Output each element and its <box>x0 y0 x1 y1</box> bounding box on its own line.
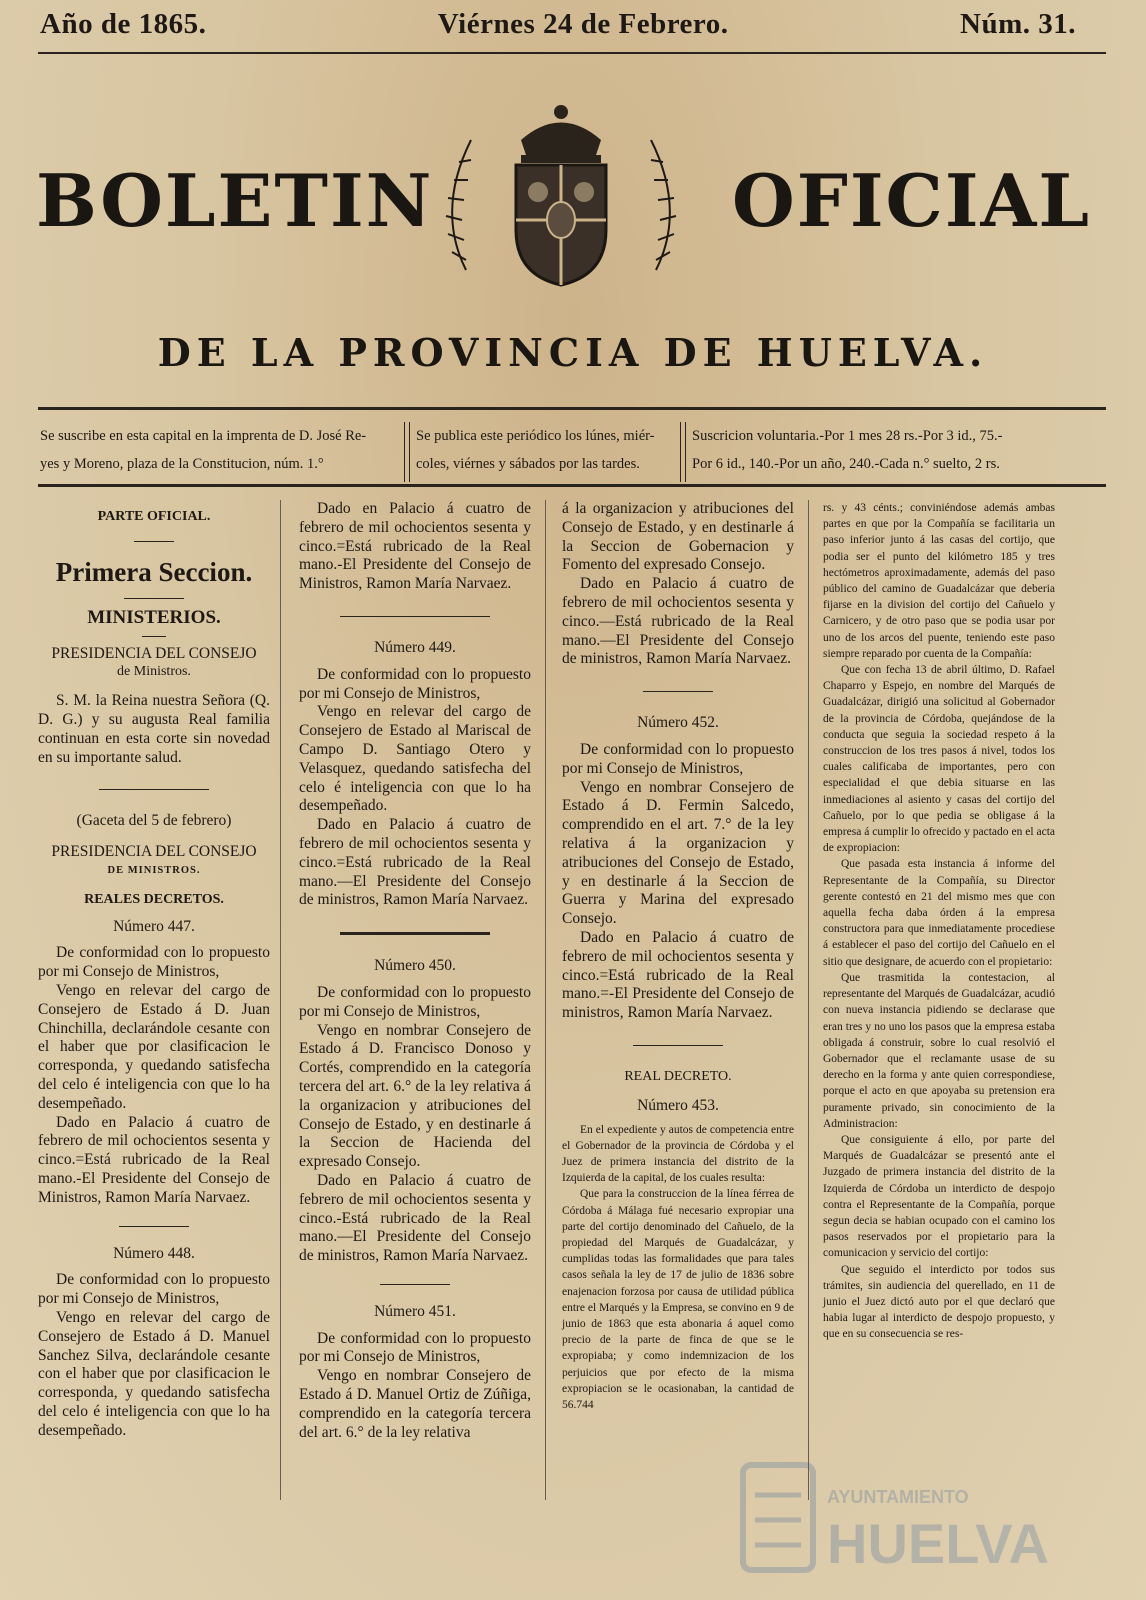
presidencia-heading: PRESIDENCIA DEL CONSEJO <box>51 843 257 861</box>
ministerios-heading: MINISTERIOS. <box>87 606 221 628</box>
reales-decretos-heading: REALES DECRETOS. <box>84 891 224 907</box>
decree-text: Que seguido el interdicto por todos sus trámites, sin audiencia del querellado, en 11 de junio el Juez dictó auto por el que declaró que habia lugar al interdicto de despojo propuesto, y que en su consecuencia se res- <box>823 1263 1055 1341</box>
decree-text: Dado en Palacio á cuatro de febrero de mil ochocientos sesenta y cinco.=Está rubricado de la Real mano.=-El Presidente del Consejo de ministros, Ramon María Narvaez. <box>562 928 794 1022</box>
decree-text: Dado en Palacio á cuatro de febrero de mil ochocientos sesenta y cinco.=Está rubricado de la Real mano.-El Presidente del Consejo de Ministros, Ramon María Narvaez. <box>299 500 531 593</box>
column-divider <box>280 500 281 1500</box>
column-2 <box>299 500 531 1442</box>
decree-number: Número 448. <box>113 1244 195 1262</box>
decree-text: Dado en Palacio á cuatro de febrero de mil ochocientos sesenta y cinco.=Está rubricado de la Real mano.-El Presidente del Consejo de Ministros, Ramon María Narvaez. <box>38 1113 270 1206</box>
masthead-left-word: BOLETIN <box>36 158 434 243</box>
decree-text: De conformidad con lo propuesto por mi Consejo de Ministros, <box>562 740 794 777</box>
info-bottom-rule <box>38 484 1106 487</box>
decree-text: De conformidad con lo propuesto por mi Consejo de Ministros, <box>299 665 531 702</box>
subscription-info: Se suscribe en esta capital en la imprenta de D. José Re- yes y Moreno, plaza de la Constitucion, núm. 1.° <box>40 428 367 472</box>
decree-text: Dado en Palacio á cuatro de febrero de mil ochocientos sesenta y cinco.=Está rubricado de la Real mano.—El Presidente del Consejo de ministros, Ramon María Narvaez. <box>299 816 531 909</box>
info-top-rule <box>38 407 1106 410</box>
decree-text: Dado en Palacio á cuatro de febrero de mil ochocientos sesenta y cinco.-Está rubricado de la Real mano.—El Presidente del Consejo de ministros, Ramon María Narvaez. <box>299 1171 531 1265</box>
decree-text: rs. y 43 cénts.; conviniéndose además ambas partes en que por la Compañía se facilitaria un paso inferior junto á las casas del cortijo, que podia ser el punto del kilómetro 185 y tres hectómetros aproximadamente, además del paso público del camino de Guadalcázar que deberia fijarse en la division del cortijo del Cañuelo y Carnicero, y de otro paso que se podia usar por uno de los arcos del puente, teniendo este paso siempre reparado por cuenta de la Compañía: <box>823 502 1055 660</box>
decree-text: Que con fecha 13 de abril último, D. Rafael Chaparro y Espejo, en nombre del Marqués de Guadalcázar, dirigió una solicitud al Gobernador de la provincia de Córdoba, quejándose de la conducta que seguia la sociedad respeto á la construccion de los tres pasos á nivel, todos los cuales calificaba de importantes, pero con especialidad el que debia situarse en las inmediaciones al asiento y casas del cortijo del Cañuelo, por lo que pedia se obligase á la empresa á cumplir lo ofrecido y pactado en el acta de expropiacion: <box>823 664 1055 855</box>
decree-text: Que pasada esta instancia á informe del Representante de la Compañía, su Director gerente contestó en 21 del mismo mes que con aquella fecha daba órden á la empresa constructora para que inmediatamente procediese á establecer el paso del cortijo del Cañuelo en el sitio que designare, de acuerdo con el propietario: <box>823 858 1055 968</box>
year-label: Año de 1865. <box>40 8 207 40</box>
decree-number: Número 452. <box>637 714 719 732</box>
column-divider <box>808 500 809 1500</box>
gaceta-reference: (Gaceta del 5 de febrero) <box>76 812 232 830</box>
decree-text: Dado en Palacio á cuatro de febrero de mil ochocientos sesenta y cinco.—Está rubricado de la Real mano.—El Presidente del Consejo de ministros, Ramon María Narvaez. <box>562 575 794 668</box>
decree-number: Número 450. <box>374 957 456 975</box>
info-divider <box>404 422 410 482</box>
issue-number: Núm. 31. <box>960 8 1076 40</box>
decree-number: Número 447. <box>113 917 195 935</box>
column-1: PARTE OFICIAL. Primera Seccion. MINISTERIOS. PRESIDENCIA DEL CONSEJO de Ministros. S. M. la Reina nuestra Señora (Q. D. G.) y su augusta Real familia continuan en esta corte sin novedad en su importante salud. (Gaceta del 5 de febrero) PRESIDENCIA DEL CONSEJO DE MINISTROS. REALES DECRETOS. Número 447. De conformidad con lo propuesto por mi Consejo de Ministros, Vengo en relevar del cargo de Consejero de Estado á D. Juan Chinchilla, declarándole cesante con el haber que por clasificacion le corresponda, y quedando satisfecha del celo é inteligencia con que lo ha desempeñado. Dado en Palacio á cuatro de febrero de mil ochocientos sesenta y cinco.=Está rubricado de la Real mano.-El Presidente del Consejo de Ministros, Ramon María Narvaez. Número 448. De conformidad con lo propuesto por mi Consejo de Ministros, Vengo en relevar del cargo de Consejero de Estado á D. Manuel Sanchez Silva, declarándole cesante con el haber que por clasificacion le corresponda, y quedando satisfecha del celo é inteligencia con que lo ha desempeñado. <box>38 509 270 1439</box>
decree-text: Vengo en nombrar Consejero de Estado á D. Fermin Salcedo, comprendido en el art. 7.° de la ley relativa á la organizacion y atribuciones del Consejo de Estado, y en destinarle á la Seccion de Guerra y Marina del expresado Consejo. <box>562 778 794 928</box>
decree-text: Que consiguiente á ello, por parte del Marqués de Guadalcázar se presentó ante el Juzgado de primera instancia del distrito de la Izquierda de Córdoba un interdicto de despojo contra el Representante de la Compañía, porque segun decia se habian ocupado con el camino los pasos reservados por el propietario para la comunicacion y servicio del cortijo: <box>823 1133 1055 1260</box>
column-3 <box>562 500 794 1413</box>
watermark-line2: HUELVA <box>827 1512 1049 1575</box>
decree-text: Que trasmitida la contestacion, al representante del Marqués de Guadalcázar, acudió con nueva instancia pidiendo se declarase que eran tres y no uno los pasos que la empresa estaba obligada á construir, sobre lo cual resolvió el Gobernador que el reclamante usase de su derecho en la forma y ante quien correspondiese, porque el acto en que apoyaba su pretension era puramente privado, sin conocimiento de la Administracion: <box>823 971 1055 1130</box>
masthead-right-word: OFICIAL <box>732 158 1091 243</box>
decree-number: Número 449. <box>374 638 456 656</box>
presidencia-heading: PRESIDENCIA DEL CONSEJO <box>51 644 257 662</box>
decree-text: Vengo en relevar del cargo de Consejero de Estado á D. Juan Chinchilla, declarándole cesante con el haber que por clasificacion le corresponda, y quedando satisfecha del celo é inteligencia con que lo ha desempeñado. <box>38 981 270 1112</box>
decree-text: De conformidad con lo propuesto por mi Consejo de Ministros, <box>38 1271 270 1308</box>
decree-text: Que para la construccion de la línea férrea de Córdoba á Málaga fué necesario expropiar una parte del cortijo denominado del Cañuelo, de la propiedad del Marqués de Guadalcázar, y cumplidas todas las formalidades que para tales casos señala la ley de 17 de julio de 1836 sobre enajenacion forzosa por causa de utilidad pública entre el Marqués y la Empresa, se convino en 9 de junio de 1863 que esta abonaria á aquel como precio de la parte de finca de que se le expropiaba; y como indemnizacion de los perjuicios que por efecto de la misma expropiacion se le ocasionaban, la cantidad de 56.744 <box>562 1188 794 1411</box>
decree-number: Número 453. <box>637 1096 719 1114</box>
top-rule <box>38 52 1106 54</box>
column-divider <box>545 500 546 1500</box>
info-divider <box>680 422 686 482</box>
date-line <box>40 8 1076 41</box>
issue-date: Viérnes 24 de Febrero. <box>437 8 729 40</box>
info-bar <box>40 422 1100 482</box>
decree-text: De conformidad con lo propuesto por mi Consejo de Ministros, <box>38 944 270 981</box>
decree-text: á la organizacion y atribuciones del Consejo de Estado, y en destinarle á la Seccion de Gobernacion y Fomento del expresado Consejo. <box>562 500 794 574</box>
real-decreto-heading: REAL DECRETO. <box>624 1068 732 1084</box>
decree-text: De conformidad con lo propuesto por mi Consejo de Ministros, <box>299 983 531 1020</box>
parte-oficial-heading: PARTE OFICIAL. <box>97 509 211 524</box>
decree-number: Número 451. <box>374 1302 456 1320</box>
decree-text: Vengo en relevar del cargo de Consejero de Estado al Mariscal de Campo D. Santiago Otero y Velasquez, quedando satisfecha del celo é inteligencia con que lo ha desempeñado. <box>299 703 531 815</box>
publication-info: Se publica este periódico los lúnes, miér- coles, viérnes y sábados por las tardes. <box>416 428 655 472</box>
decree-text: Vengo en relevar del cargo de Consejero de Estado á D. Manuel Sanchez Silva, declarándole cesante con el haber que por clasificacion le corresponda, y quedando satisfecha del celo é inteligencia con que lo ha desempeñado. <box>38 1308 270 1439</box>
decree-text: En el expediente y autos de competencia entre el Gobernador de la provincia de Córdoba y el Juez de primera instancia del distrito de la Izquierda de la capital, de los cuales resulta: <box>562 1123 794 1185</box>
column-4 <box>823 500 1055 1343</box>
decree-text: De conformidad con lo propuesto por mi Consejo de Ministros, <box>299 1329 531 1366</box>
royal-crest-icon <box>426 100 696 290</box>
decree-text: Vengo en nombrar Consejero de Estado á D. Manuel Ortiz de Zúñiga, comprendido en la categoría tercera del art. 6.° de la ley relativa <box>299 1367 531 1441</box>
masthead <box>36 148 1096 288</box>
masthead-subtitle: DE LA PROVINCIA DE HUELVA. <box>157 330 989 375</box>
price-info: Suscricion voluntaria.-Por 1 mes 28 rs.-Por 3 id., 75.- Por 6 id., 140.-Por un año, 240.-Cada n.° suelto, 2 rs. <box>692 428 1003 472</box>
archive-watermark <box>735 1455 1065 1585</box>
salud-notice: S. M. la Reina nuestra Señora (Q. D. G.) y su augusta Real familia continuan en esta corte sin novedad en su importante salud. <box>38 692 270 766</box>
watermark-line1: AYUNTAMIENTO <box>827 1487 969 1507</box>
section-heading: Primera Seccion. <box>55 556 253 587</box>
decree-text: Vengo en nombrar Consejero de Estado á D. Francisco Donoso y Cortés, comprendido en la categoría tercera del art. 6.° de la ley relativa á la organizacion y atribuciones del Consejo de Estado, y en destinarle á la Seccion de Hacienda del expresado Consejo. <box>299 1021 531 1171</box>
